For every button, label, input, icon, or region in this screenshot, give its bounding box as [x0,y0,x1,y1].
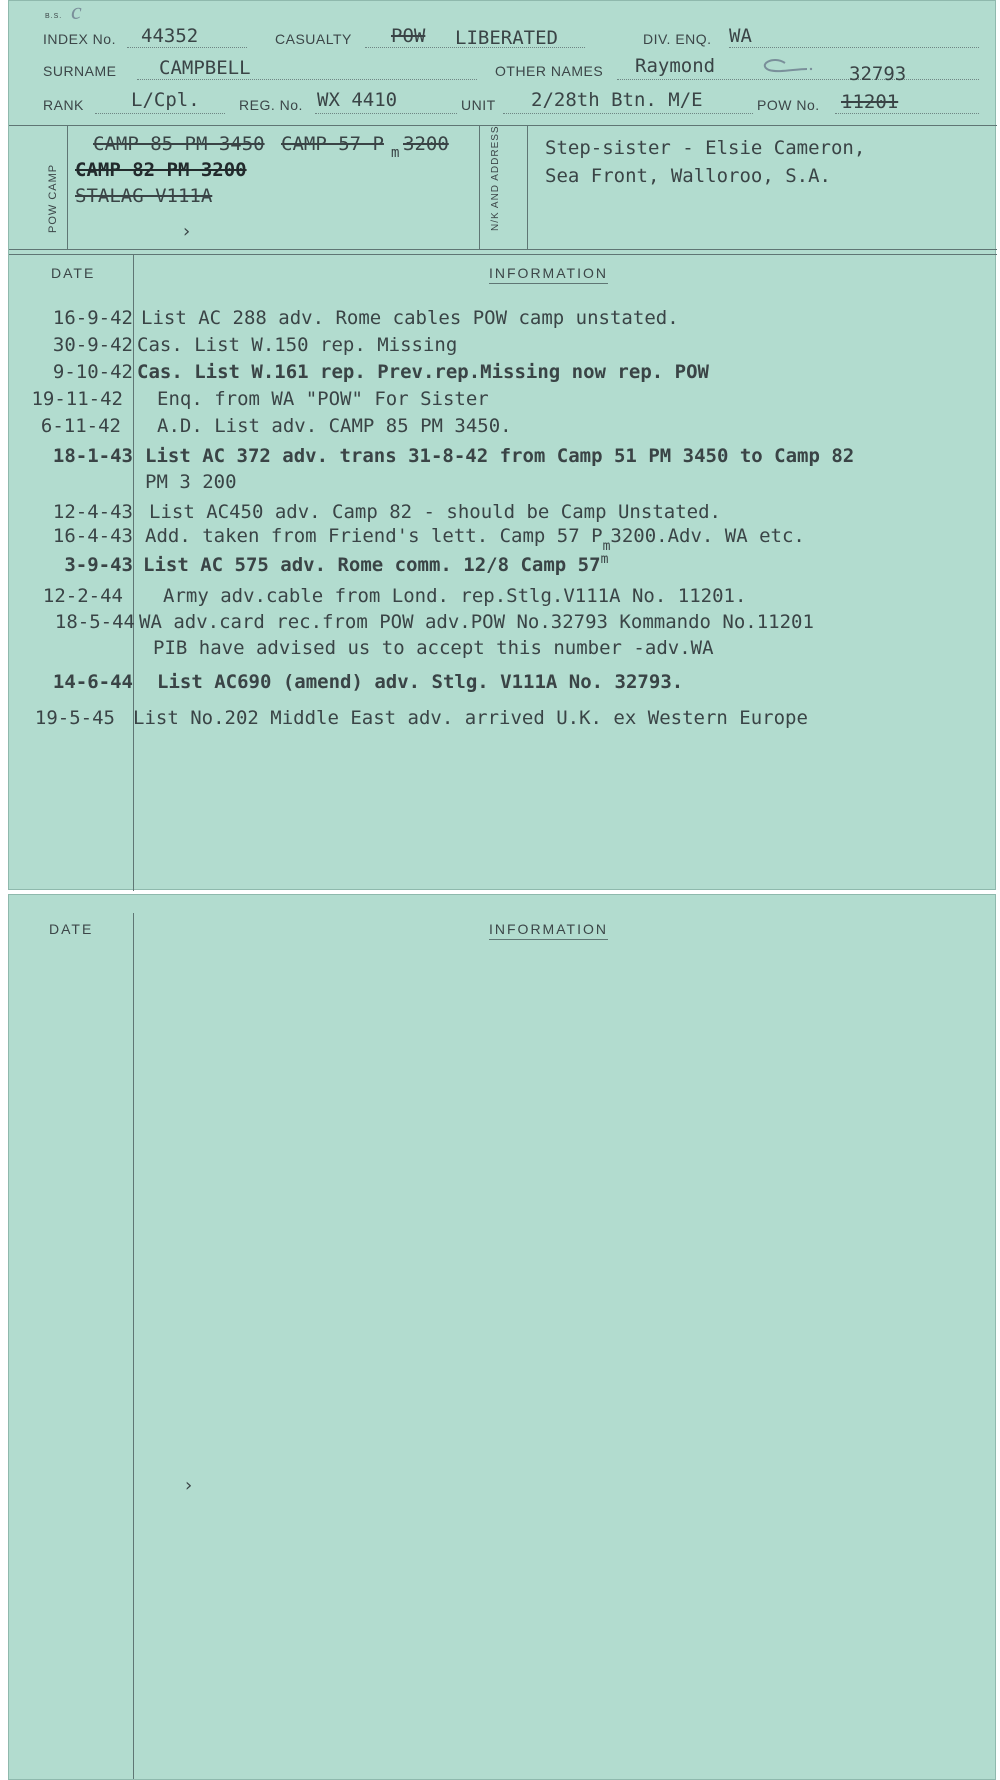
reg-no-dotted-line [315,113,457,114]
address-line-2: Sea Front, Walloroo, S.A. [545,165,831,187]
back-date-column-divider [133,913,134,1779]
entry-date-8: 16-4-43 [52,525,133,547]
address-right-divider [527,125,528,249]
other-names-label: OTHER NAMES [495,63,604,79]
record-card-back [8,894,996,1780]
date-column-divider [133,254,134,891]
pow-camp-label: POW CAMP [47,163,59,233]
index-dotted-line [127,47,247,48]
camp-line-1c: 3200 [403,133,449,155]
entry-text-12: List AC690 (amend) adv. Stlg. V111A No. 32793. [157,671,684,693]
entry-text-9-main: List AC 575 adv. Rome comm. 12/8 Camp 57 [143,554,601,576]
entry-text-7: List AC450 adv. Camp 82 - should be Camp Unstated. [149,501,721,523]
entry-text-11-line-2: PIB have advised us to accept this number -adv.WA [153,637,714,659]
table-top-rule-1 [9,249,997,250]
entry-date-12: 14-6-44 [52,671,133,693]
unit-value: 2/28th Btn. M/E [531,89,703,111]
entry-text-11: WA adv.card rec.from POW adv.POW No.32793 Kommando No.11201 [139,611,814,633]
entry-date-9: 3-9-43 [64,554,133,576]
address-left-divider [479,125,480,249]
record-card-front [8,0,996,890]
nk-address-label: N/K AND ADDRESS [490,125,501,231]
other-names-dotted-line [617,79,979,80]
index-number: 44352 [141,25,199,47]
div-enq-label: DIV. ENQ. [643,31,712,47]
entry-text-5: A.D. List adv. CAMP 85 PM 3450. [157,415,512,437]
entry-text-8-sub: m [602,539,611,554]
entry-date-13: 19-5-45 [34,707,115,729]
information-header: INFORMATION [489,265,608,284]
rank-label: RANK [43,97,84,113]
handwritten-tick: › [183,221,191,242]
camp-line-1-subscript: m [391,145,400,161]
casualty-struck-value: POW [391,25,426,47]
date-column [9,1,135,891]
date-header: DATE [51,265,96,281]
entry-text-6-line-2: PM 3 200 [145,471,237,493]
camp-line-3: STALAG V111A [75,185,213,207]
back-date-header: DATE [49,921,94,937]
entry-text-9-sup: m [600,552,609,567]
form-code: B.S. [45,13,63,20]
entry-text-6: List AC 372 adv. trans 31-8-42 from Camp 51 PM 3450 to Camp 82 [145,445,855,467]
other-names-value: Raymond [635,55,716,77]
surname-label: SURNAME [43,63,117,79]
entry-text-2: Cas. List W.150 rep. Missing [137,334,458,356]
camp-line-1b: CAMP 57 P [281,133,384,155]
casualty-label: CASUALTY [275,31,352,47]
table-top-rule-2 [9,254,997,255]
unit-label: UNIT [461,97,496,113]
div-enq-dotted-line [729,47,979,48]
entry-date-6: 18-1-43 [52,445,133,467]
entry-text-4: Enq. from WA "POW" For Sister [157,388,489,410]
reg-no-value: WX 4410 [317,89,398,111]
entry-date-11: 18-5-44 [54,611,135,633]
pow-no-dotted-line [835,113,979,114]
div-enq-value: WA [729,25,752,47]
surname-dotted-line [137,79,477,80]
entry-text-8-after: 3200.Adv. WA etc. [610,525,805,547]
casualty-value: LIBERATED [455,27,558,49]
entry-date-7: 12-4-43 [52,501,133,523]
pow-no-struck-value: 11201 [841,91,899,113]
entry-date-2: 30-9-42 [52,334,133,356]
entry-text-8-main: Add. taken from Friend's lett. Camp 57 P [145,525,603,547]
handwritten-mark: c [71,0,82,25]
entry-text-1: List AC 288 adv. Rome cables POW camp unstated. [141,307,679,329]
pow-no-label: POW No. [757,97,820,113]
index-label: INDEX No. [43,31,116,47]
handwritten-scribble [755,57,813,75]
entry-text-3: Cas. List W.161 rep. Prev.rep.Missing now rep. POW [137,361,709,383]
address-line-1: Step-sister - Elsie Cameron, [545,137,866,159]
entry-date-4: 19-11-42 [31,388,123,410]
header-divider [9,125,997,126]
entry-text-9 [143,554,608,576]
reg-no-label: REG. No. [239,97,303,113]
back-information-header: INFORMATION [489,921,608,940]
back-handwritten-tick: › [185,1475,193,1496]
entry-date-3: 9-10-42 [52,361,133,383]
camp-line-1a: CAMP 85 PM 3450 [93,133,265,155]
entry-text-8 [145,525,805,554]
entry-text-13: List No.202 Middle East adv. arrived U.K. ex Western Europe [133,707,808,729]
other-number: 32793 [849,63,907,85]
surname-value: CAMPBELL [159,57,251,79]
camp-line-2: CAMP 82 PM 3200 [75,159,247,181]
entry-date-10: 12-2-44 [42,585,123,607]
entry-date-5: 6-11-42 [40,415,121,437]
entry-date-1: 16-9-42 [52,307,133,329]
unit-dotted-line [503,113,753,114]
entry-text-10: Army adv.cable from Lond. rep.Stlg.V111A No. 11201. [163,585,747,607]
rank-value: L/Cpl. [131,89,200,111]
